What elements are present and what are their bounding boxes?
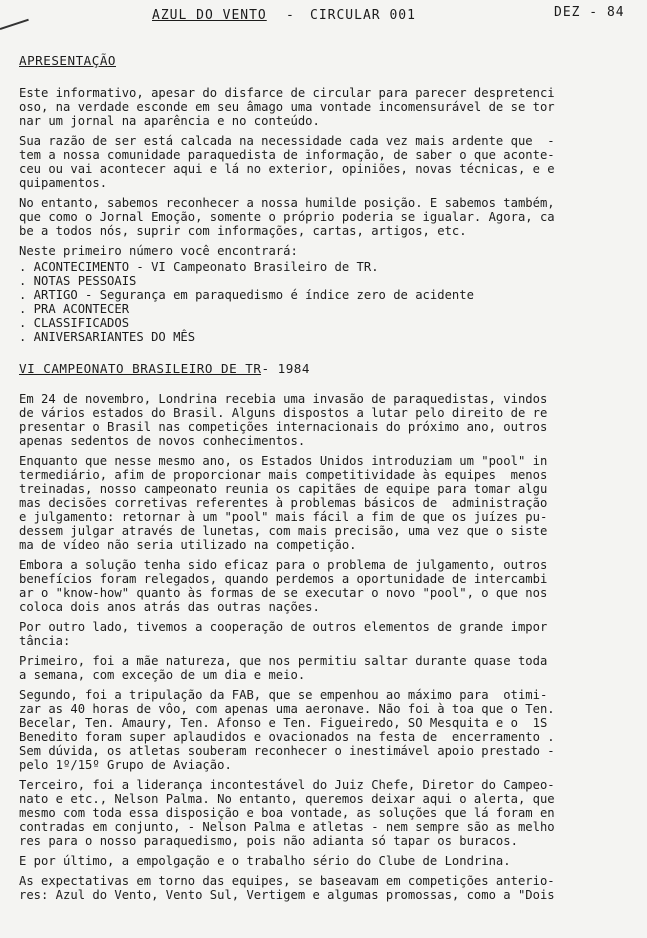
text-line: treinadas, nosso campeonato reunia os capitães de equipe para tomar algu xyxy=(19,482,548,496)
text-line: No entanto, sabemos reconhecer a nossa humilde posição. E sabemos também, xyxy=(19,196,555,210)
text-line: res: Azul do Vento, Vento Sul, Vertigem e algumas promossas, como a "Dois xyxy=(19,888,555,902)
campeonato-paragraph xyxy=(19,454,637,552)
campeonato-paragraph xyxy=(19,688,637,772)
document-body xyxy=(19,54,637,908)
page-header xyxy=(0,5,647,27)
text-line: Em 24 de novembro, Londrina recebia uma invasão de paraquedistas, vindos xyxy=(19,392,548,406)
list-item: . NOTAS PESSOAIS xyxy=(19,274,137,288)
text-line: zar as 40 horas de vôo, com apenas uma aeronave. Não foi à toa que o Ten. xyxy=(19,702,555,716)
text-line: Primeiro, foi a mãe natureza, que nos permitiu saltar durante quase toda xyxy=(19,654,548,668)
text-line: de vários estados do Brasil. Alguns dispostos a lutar pelo direito de re xyxy=(19,406,548,420)
text-line: tem a nossa comunidade paraquedista de informação, de saber o que aconte- xyxy=(19,148,555,162)
text-line: nato e etc., Nelson Palma. No entanto, queremos deixar aqui o alerta, que xyxy=(19,792,555,806)
campeonato-heading-text: VI CAMPEONATO BRASILEIRO DE TR xyxy=(19,361,262,376)
text-line: a semana, com exceção de um dia e meio. xyxy=(19,668,306,682)
campeonato-paragraph xyxy=(19,654,637,682)
text-line: coloca dois anos atrás das outras nações. xyxy=(19,600,320,614)
section-heading-apresentacao: APRESENTAÇÃO xyxy=(19,53,116,68)
text-line: Sem dúvida, os atletas souberam reconhecer o inestimável apoio prestado - xyxy=(19,744,555,758)
section-apresentacao-body xyxy=(19,86,637,238)
list-item: . ANIVERSARIANTES DO MÊS xyxy=(19,330,196,344)
list-intro: Neste primeiro número você encontrará: xyxy=(19,244,298,258)
campeonato-paragraph xyxy=(19,558,637,614)
text-line: Becelar, Ten. Amaury, Ten. Afonso e Ten. Figueiredo, SO Mesquita e o 1S xyxy=(19,716,548,730)
text-line: apenas sedentos de novos conhecimentos. xyxy=(19,434,306,448)
text-line: ar o "know-how" quanto às formas de se executar o novo "pool", o que nos xyxy=(19,586,548,600)
text-line: Enquanto que nesse mesmo ano, os Estados Unidos introduziam um "pool" in xyxy=(19,454,548,468)
list-item: . PRA ACONTECER xyxy=(19,302,130,316)
text-line: quipamentos. xyxy=(19,176,108,190)
text-line: nar um jornal na aparência e no conteúdo. xyxy=(19,114,320,128)
campeonato-paragraph xyxy=(19,620,637,648)
campeonato-paragraph xyxy=(19,392,637,448)
apresentacao-paragraph xyxy=(19,134,637,190)
campeonato-paragraph xyxy=(19,874,637,902)
text-line: Sua razão de ser está calcada na necessidade cada vez mais ardente que - xyxy=(19,134,555,148)
text-line: Embora a solução tenha sido eficaz para o problema de julgamento, outros xyxy=(19,558,548,572)
text-line: termediário, afim de proporcionar mais competitividade às equipes menos xyxy=(19,468,548,482)
campeonato-paragraph xyxy=(19,854,637,868)
apresentacao-paragraph xyxy=(19,86,637,128)
text-line: As expectativas em torno das equipes, se baseavam em competições anterio- xyxy=(19,874,555,888)
issue-date: DEZ - 84 xyxy=(554,5,625,20)
list-item: . CLASSIFICADOS xyxy=(19,316,130,330)
text-line: res para o nosso paraquedismo, pois não adianta só tapar os buracos. xyxy=(19,834,518,848)
text-line: contradas em conjunto, - Nelson Palma e atletas - nem sempre são as melho xyxy=(19,820,555,834)
text-line: oso, na verdade esconde em seu âmago uma vontade incomensurável de se tor xyxy=(19,100,555,114)
section-campeonato-body xyxy=(19,392,637,902)
campeonato-heading-year: - 1984 xyxy=(261,361,310,376)
text-line: Por outro lado, tivemos a cooperação de outros elementos de grande impor xyxy=(19,620,548,634)
list-item: . ARTIGO - Segurança em paraquedismo é índice zero de acidente xyxy=(19,288,474,302)
campeonato-paragraph xyxy=(19,778,637,848)
text-line: Este informativo, apesar do disfarce de circular para parecer despretenci xyxy=(19,86,555,100)
text-line: Segundo, foi a tripulação da FAB, que se empenhou ao máximo para otimi- xyxy=(19,688,548,702)
text-line: Terceiro, foi a liderança incontestável do Juiz Chefe, Diretor do Campeo- xyxy=(19,778,555,792)
text-line: tância: xyxy=(19,634,71,648)
text-line: Benedito foram super aplaudidos e ovacionados na festa de encerramento . xyxy=(19,730,555,744)
text-line: benefícios foram relegados, quando perdemos a oportunidade de intercambi xyxy=(19,572,548,586)
text-line: presentar o Brasil nas competições internacionais do próximo ano, outros xyxy=(19,420,548,434)
circular-number: CIRCULAR 001 xyxy=(310,8,416,23)
list-item: . ACONTECIMENTO - VI Campeonato Brasileiro de TR. xyxy=(19,260,379,274)
text-line: mas decisões corretivas referentes à problemas básicos de administração xyxy=(19,496,548,510)
apresentacao-paragraph xyxy=(19,196,637,238)
contents-list xyxy=(19,260,637,344)
text-line: dessem julgar através de lunetas, com mais precisão, uma vez que o siste xyxy=(19,524,548,538)
text-line: que como o Jornal Emoção, somente o próprio poderia se igualar. Agora, ca xyxy=(19,210,555,224)
newsletter-title: AZUL DO VENTO xyxy=(152,8,267,23)
text-line: mesmo com toda essa disposição e boa vontade, as soluções que lá foram en xyxy=(19,806,555,820)
text-line: ma de vídeo não seria utilizado na competição. xyxy=(19,538,357,552)
text-line: e julgamento: retornar à um "pool" mais fácil a fim de que os juízes pu- xyxy=(19,510,548,524)
header-separator: - xyxy=(286,8,294,23)
text-line: pelo 1º/15º Grupo de Aviação. xyxy=(19,758,232,772)
text-line: E por último, a empolgação e o trabalho sério do Clube de Londrina. xyxy=(19,854,511,868)
text-line: be a todos nós, suprir com informações, cartas, artigos, etc. xyxy=(19,224,467,238)
text-line: ceu ou vai acontecer aqui e lá no exterior, opiniões, novas técnicas, e e xyxy=(19,162,555,176)
section-heading-campeonato xyxy=(19,362,637,376)
